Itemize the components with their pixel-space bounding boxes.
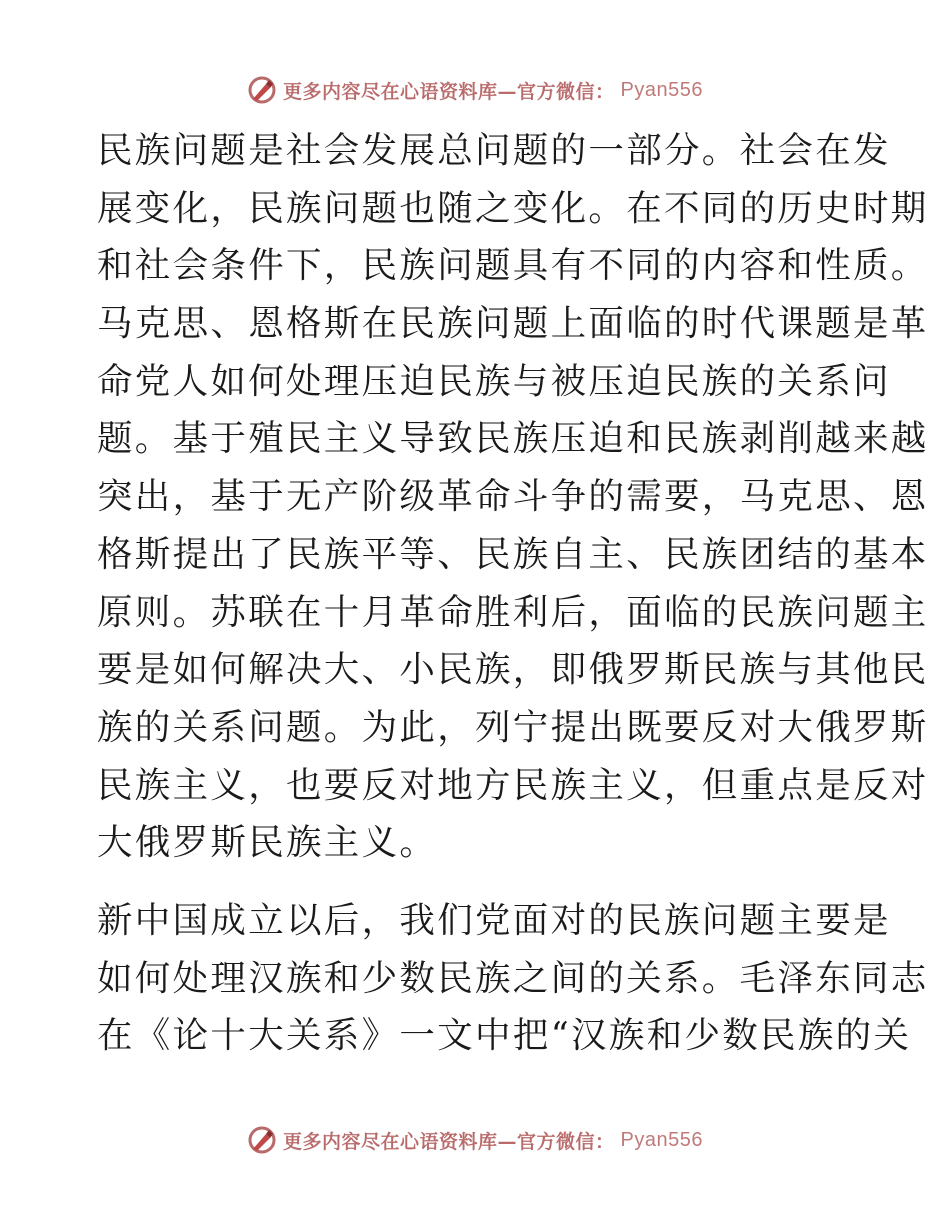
text-line: 如何处理汉族和少数民族之间的关系。毛泽东同志 [97, 957, 929, 999]
text-line: 民族主义，也要反对地方民族主义，但重点是反对 [97, 764, 929, 806]
watermark-text: 更多内容尽在心语资料库—官方微信： [283, 80, 615, 103]
text-line: 大俄罗斯民族主义。 [97, 822, 438, 864]
text-line: 原则。苏联在十月革命胜利后，面临的民族问题主 [97, 591, 929, 633]
text-line: 族的关系问题。为此，列宁提出既要反对大俄罗斯 [97, 706, 929, 748]
watermark-text: 更多内容尽在心语资料库—官方微信： [283, 1130, 615, 1153]
watermark-code: Pyan556 [620, 78, 703, 101]
document-body [97, 122, 929, 1065]
text-line: 格斯提出了民族平等、民族自主、民族团结的基本 [97, 533, 929, 575]
text-line: 展变化，民族问题也随之变化。在不同的历史时期 [97, 187, 929, 229]
paragraph-1 [97, 122, 929, 872]
text-line: 在《论十大关系》一文中把“汉族和少数民族的关 [97, 1015, 912, 1057]
text-line: 民族问题是社会发展总问题的一部分。社会在发 [97, 130, 891, 171]
text-line: 新中国成立以后，我们党面对的民族问题主要是 [97, 899, 891, 941]
footer-watermark [0, 1120, 950, 1160]
text-line: 和社会条件下，民族问题具有不同的内容和性质。 [97, 245, 929, 287]
logo-icon [247, 75, 277, 105]
text-line: 题。基于殖民主义导致民族压迫和民族剥削越来越 [97, 418, 929, 460]
text-line: 突出，基于无产阶级革命斗争的需要，马克思、恩 [97, 476, 929, 518]
header-watermark [0, 70, 950, 110]
text-line: 要是如何解决大、小民族，即俄罗斯民族与其他民 [97, 649, 929, 691]
text-line: 命党人如何处理压迫民族与被压迫民族的关系问 [97, 360, 891, 402]
paragraph-2 [97, 892, 929, 1065]
watermark-code: Pyan556 [620, 1128, 703, 1151]
text-line: 马克思、恩格斯在民族问题上面临的时代课题是革 [97, 303, 929, 345]
logo-icon [247, 1125, 277, 1155]
